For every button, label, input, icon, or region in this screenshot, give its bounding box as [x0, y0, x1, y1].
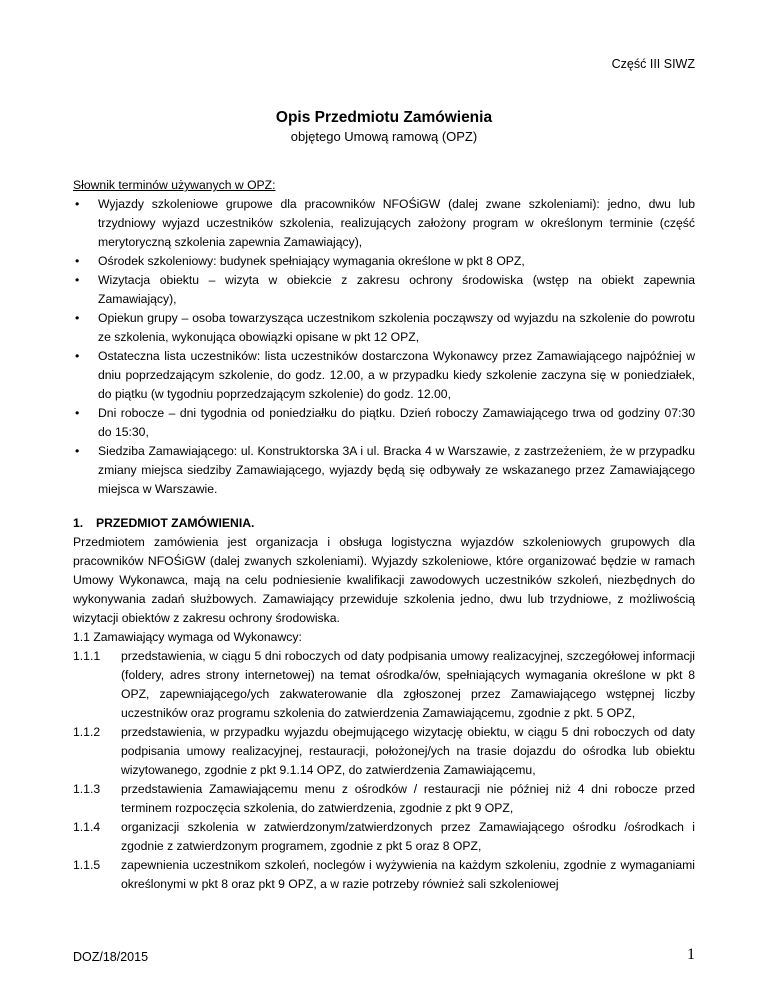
- footer-document-reference: DOZ/18/2015: [73, 950, 149, 964]
- requirement-item: 1.1.2 przedstawienia, w przypadku wyjazdu obejmującego wizytację obiektu, w ciągu 5 dni roboczych od daty podpisania umowy realizacyjnej, restauracji, położonej/ych na trasie dojazdu do ośrodka lub obiektu wizytowanego, zgodnie z pkt 9.1.14 OPZ, do zatwierdzenia Zamawiającemu,: [73, 725, 695, 777]
- bullet-icon: •: [75, 254, 80, 268]
- requirement-number: 1.1.4: [73, 820, 101, 834]
- requirement-item: 1.1.3 przedstawienia Zamawiającemu menu z ośrodków / restauracji nie później niż 4 dni robocze przed terminem rozpoczęcia szkolenia, do zatwierdzenia, zgodnie z pkt 9 OPZ,: [73, 782, 695, 815]
- glossary-item: • Ostateczna lista uczestników: lista uczestników dostarczona Wykonawcy przez Zamawiającego najpóźniej w dniu poprzedzającym szkolenie, do godz. 12.00, a w przypadku kiedy szkolenie zaczyna się w poniedziałek, do piątku (w tygodniu poprzedzającym szkolenie) do godz. 12.00,: [75, 349, 695, 401]
- glossary-heading: Słownik terminów używanych w OPZ:: [73, 178, 276, 192]
- requirement-number: 1.1.1: [73, 649, 101, 663]
- glossary-item: • Siedziba Zamawiającego: ul. Konstruktorska 3A i ul. Bracka 4 w Warszawie, z zastrzeżeniem, że w przypadku zmiany miejsca siedziby Zamawiającego, wyjazdy będą się odbywały ze wskazanego przez Zamawiającego miejsca w Warszawie.: [75, 444, 695, 496]
- bullet-icon: •: [75, 197, 80, 211]
- section-heading: [73, 514, 695, 533]
- glossary-item: • Opiekun grupy – osoba towarzysząca uczestnikom szkolenia począwszy od wyjazdu na szkolenie do powrotu ze szkolenia, wykonująca obowiązki opisane w pkt 12 OPZ,: [75, 311, 695, 344]
- requirement-item: 1.1.1 przedstawienia, w ciągu 5 dni roboczych od daty podpisania umowy realizacyjnej, szczegółowej informacji (foldery, adres strony internetowej) na temat ośrodka/ów, spełniających wymagania określone w pkt 8 OPZ, zapewniającego/ych zakwaterowanie dla zgłoszonej przez Zamawiającego wstępnej liczby uczestników oraz programu szkolenia do zatwierdzenia Zamawiającemu, zgodnie z pkt. 5 OPZ,: [73, 649, 695, 720]
- document-subtitle: objętego Umową ramową (OPZ): [290, 129, 478, 144]
- bullet-icon: •: [75, 444, 80, 458]
- requirement-item: 1.1.5 zapewnienia uczestnikom szkoleń, noclegów i wyżywienia na każdym szkoleniu, zgodnie z wymaganiami określonymi w pkt 8 oraz pkt 9 OPZ, a w razie potrzeby również sali szkoleniowej: [73, 858, 695, 891]
- page-header: Część III SIWZ: [611, 57, 695, 71]
- bullet-icon: •: [75, 311, 80, 325]
- document-title: Opis Przedmiotu Zamówienia: [275, 109, 493, 126]
- requirement-item: 1.1.4 organizacji szkolenia w zatwierdzonym/zatwierdzonych przez Zamawiającego ośrodku /ośrodkach i zgodnie z zatwierdzonym programem, zgodnie z pkt 5 oraz 8 OPZ,: [73, 820, 695, 853]
- requirement-number: 1.1.5: [73, 858, 101, 872]
- document-body: [73, 176, 695, 894]
- section-intro: Przedmiotem zamówienia jest organizacja i obsługa logistyczna wyjazdów szkoleniowych grupowych dla pracowników NFOŚiGW (dalej zwanych szkoleniami). Wyjazdy szkoleniowe, które organizować będzie w ramach Umowy Wykonawca, mają na celu podniesienie kwalifikacji zawodowych uczestników szkoleń, niezbędnych do wykonywania zadań służbowych. Zamawiający przewiduje szkolenia jedno, dwu lub trzydniowe, z możliwością wizytacji obiektów z zakresu ochrony środowiska.: [73, 535, 695, 625]
- glossary-list: [73, 195, 695, 499]
- bullet-icon: •: [75, 349, 80, 363]
- glossary-item: • Wyjazdy szkoleniowe grupowe dla pracowników NFOŚiGW (dalej zwane szkoleniami): jedno, dwu lub trzydniowy wyjazd uczestników szkolenia, realizujących założony program w określonym terminie (część merytoryczną szkolenia zapewnia Zamawiający),: [75, 197, 695, 249]
- subsection-heading: 1.1 Zamawiający wymaga od Wykonawcy:: [73, 630, 302, 644]
- section-title: PRZEDMIOT ZAMÓWIENIA.: [96, 516, 255, 530]
- section-number: 1.: [73, 516, 84, 530]
- glossary-item: • Wizytacja obiektu – wizyta w obiekcie z zakresu ochrony środowiska (wstęp na obiekt zapewnia Zamawiający),: [75, 273, 695, 306]
- glossary-item: • Ośrodek szkoleniowy: budynek spełniający wymagania określone w pkt 8 OPZ,: [73, 252, 695, 271]
- bullet-icon: •: [75, 273, 80, 287]
- requirement-number: 1.1.2: [73, 725, 101, 739]
- glossary-item: • Dni robocze – dni tygodnia od poniedziałku do piątku. Dzień roboczy Zamawiającego trwa od godziny 07:30 do 15:30,: [75, 406, 695, 439]
- bullet-icon: •: [75, 406, 80, 420]
- page-number: 1: [687, 946, 695, 963]
- requirement-number: 1.1.3: [73, 782, 101, 796]
